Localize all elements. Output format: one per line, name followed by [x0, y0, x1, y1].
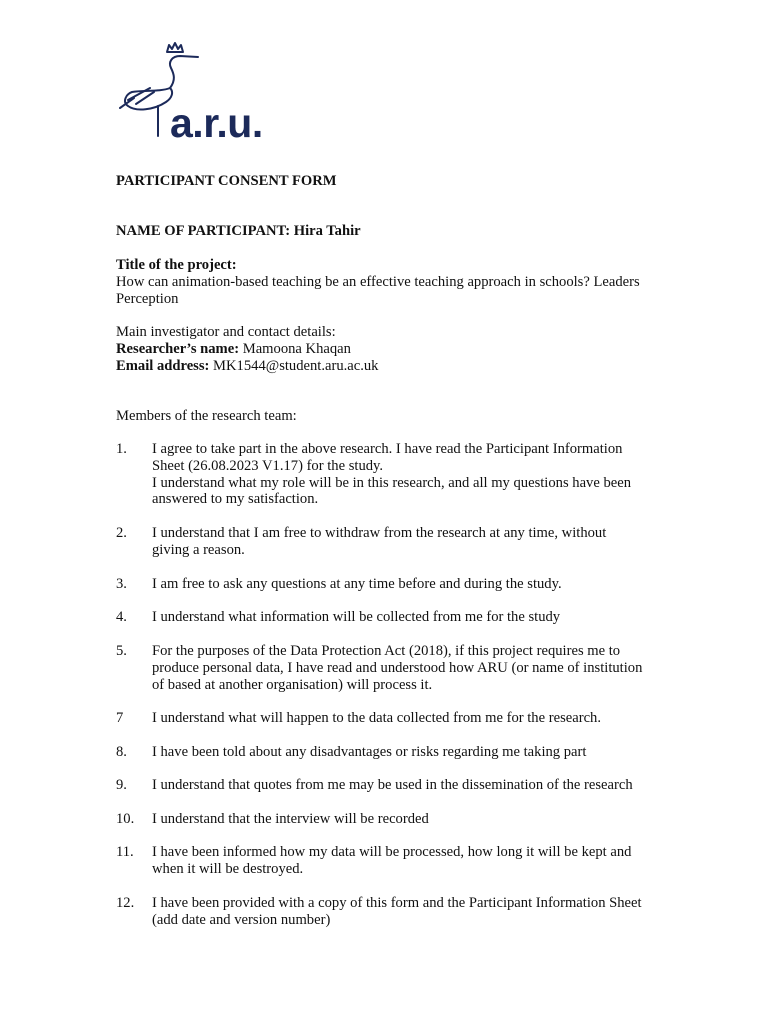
aru-logo — [114, 40, 276, 144]
item-line: I understand what information will be collected from me for the study — [152, 609, 561, 625]
item-text — [152, 576, 673, 593]
item-text — [152, 710, 673, 727]
item-text — [152, 844, 673, 878]
item-text — [152, 525, 673, 559]
item-line: answered to my satisfaction. — [152, 491, 319, 508]
form-title: PARTICIPANT CONSENT FORM — [116, 173, 337, 189]
item-line: I understand what my role will be in this research, and all my questions have been — [152, 474, 632, 491]
participant-name: Hira Tahir — [293, 223, 361, 239]
email-label: Email address: — [116, 357, 210, 374]
item-number: 11. — [116, 844, 134, 860]
item-line: I have been told about any disadvantages or risks regarding me taking part — [152, 744, 587, 760]
item-number: 5. — [116, 643, 127, 659]
participant-line — [116, 223, 676, 240]
item-text — [152, 811, 673, 828]
item-line: I understand that quotes from me may be used in the dissemination of the research — [152, 777, 633, 793]
item-number: 1. — [116, 441, 127, 457]
item-line: For the purposes of the Data Protection Act (2018), if this project requires me to — [152, 643, 621, 659]
item-number: 3. — [116, 576, 127, 592]
participant-label: NAME OF PARTICIPANT: — [116, 223, 291, 239]
project-title-line-1: How can animation-based teaching be an effective teaching approach in schools? Leaders — [116, 273, 640, 290]
item-line: giving a reason. — [152, 541, 245, 558]
item-text — [152, 441, 673, 508]
project-section — [116, 257, 676, 307]
item-line: I have been informed how my data will be processed, how long it will be kept and — [152, 844, 632, 860]
researcher-line — [116, 341, 676, 358]
team-heading: Members of the research team: — [116, 408, 297, 424]
project-label: Title of the project: — [116, 257, 237, 273]
item-text — [152, 643, 673, 693]
item-line: when it will be destroyed. — [152, 860, 304, 877]
researcher-name: Mamoona Khaqan — [242, 340, 351, 357]
item-line: Sheet (26.08.2023 V1.17) for the study. — [152, 457, 384, 474]
researcher-label: Researcher’s name: — [116, 340, 240, 357]
investigator-section — [116, 324, 676, 374]
item-line: I understand what will happen to the data collected from me for the research. — [152, 710, 601, 726]
item-number: 12. — [116, 895, 135, 911]
item-number: 10. — [116, 811, 135, 827]
item-line: of based at another organisation) will process it. — [152, 676, 433, 693]
item-line: I understand that the interview will be recorded — [152, 811, 429, 827]
logo-wordmark: a.r.u. — [170, 100, 263, 144]
item-number: 7 — [116, 710, 124, 726]
item-number: 9. — [116, 777, 127, 793]
item-text — [152, 744, 673, 761]
email-line — [116, 358, 676, 375]
item-number: 2. — [116, 525, 127, 541]
item-number: 8. — [116, 744, 127, 760]
project-title-line-2: Perception — [116, 290, 179, 307]
item-number: 4. — [116, 609, 127, 625]
investigator-heading: Main investigator and contact details: — [116, 324, 336, 340]
item-line: I am free to ask any questions at any time before and during the study. — [152, 576, 562, 592]
item-line: I understand that I am free to withdraw from the research at any time, without — [152, 525, 607, 541]
item-text — [152, 895, 673, 929]
item-line: (add date and version number) — [152, 911, 331, 928]
email-value: MK1544@student.aru.ac.uk — [213, 357, 379, 374]
item-line: I have been provided with a copy of this form and the Participant Information Sheet — [152, 895, 642, 911]
item-line: I agree to take part in the above research. I have read the Participant Information — [152, 441, 623, 457]
item-text — [152, 777, 673, 794]
item-text — [152, 609, 673, 626]
heron-crown-icon — [114, 40, 276, 144]
item-line: produce personal data, I have read and understood how ARU (or name of institution — [152, 659, 643, 676]
